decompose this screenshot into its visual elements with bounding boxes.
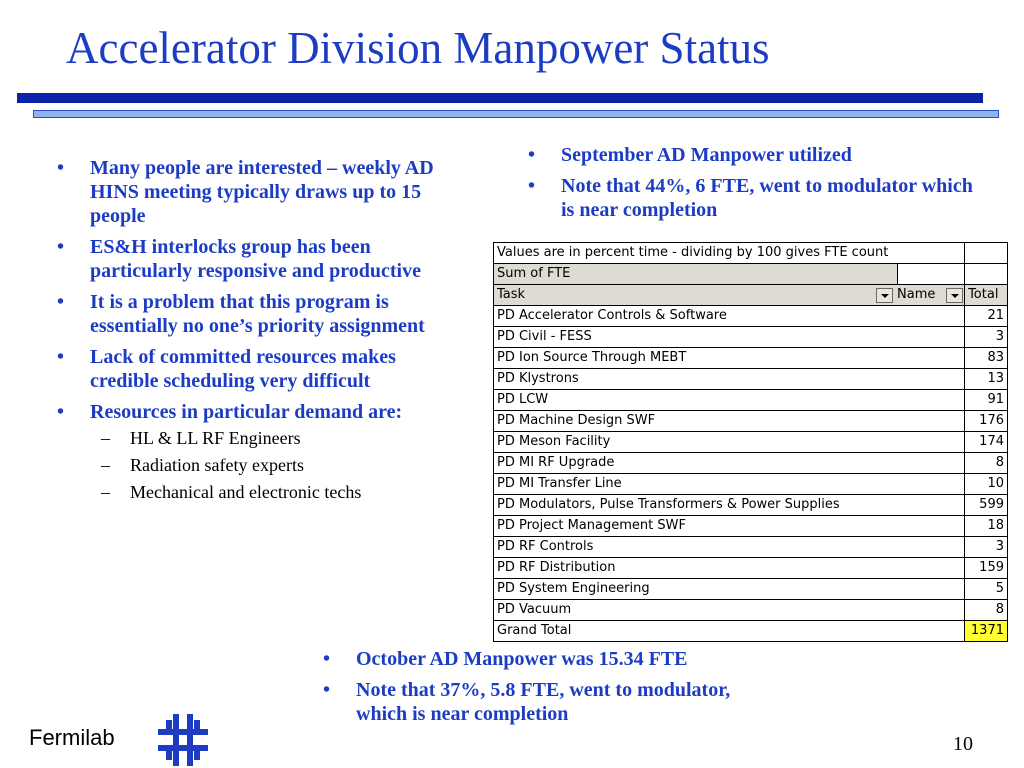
name-header-label: Name — [897, 287, 936, 302]
table-row: PD MI Transfer Line 10 — [494, 474, 1008, 495]
bullet-icon: • — [57, 401, 65, 423]
empty-cell — [965, 264, 1008, 285]
name-filter-dropdown-icon[interactable] — [946, 288, 963, 303]
list-item: • Lack of committed resources makes credible scheduling very difficult — [57, 346, 396, 392]
bullet-icon: • — [57, 291, 65, 313]
task-filter-dropdown-icon[interactable] — [876, 288, 893, 303]
right-bullet-list — [528, 143, 981, 229]
bullet-icon: • — [57, 157, 65, 179]
pivot-datafield-cell — [494, 264, 965, 285]
sub-list-item: – HL & LL RF Engineers — [101, 428, 301, 448]
bottom-bullet-list — [323, 647, 786, 733]
empty-cell — [965, 243, 1008, 264]
grand-total-value: 1371 — [965, 621, 1008, 642]
bullet-icon: • — [57, 236, 65, 258]
task-header-label: Task — [497, 287, 526, 302]
bullet-icon: • — [528, 144, 536, 166]
dash-icon: – — [101, 482, 110, 502]
list-item: • ES&H interlocks group has been particularly responsive and productive — [57, 236, 421, 282]
table-row: PD MI RF Upgrade 8 — [494, 453, 1008, 474]
table-row: PD Modulators, Pulse Transformers & Power Supplies 599 — [494, 495, 1008, 516]
table-row: PD Meson Facility 174 — [494, 432, 1008, 453]
table-row: PD Civil - FESS 3 — [494, 327, 1008, 348]
pivot-note: Values are in percent time - dividing by 100 gives FTE count — [494, 243, 965, 264]
task-header-cell — [494, 285, 965, 306]
slide-title: Accelerator Division Manpower Status — [66, 23, 770, 73]
list-item: • October AD Manpower was 15.34 FTE — [323, 648, 688, 670]
table-row: PD Vacuum 8 — [494, 600, 1008, 621]
total-header-cell: Total — [965, 285, 1008, 306]
table-row: PD Machine Design SWF 176 — [494, 411, 1008, 432]
list-item: • It is a problem that this program is essentially no one’s priority assignment — [57, 291, 425, 337]
pivot-header-row — [494, 285, 1008, 306]
pivot-note-row — [494, 243, 1008, 264]
table-row: PD Project Management SWF 18 — [494, 516, 1008, 537]
bullet-icon: • — [57, 346, 65, 368]
grand-total-label: Grand Total — [494, 621, 965, 642]
grand-total-row — [494, 621, 1008, 642]
table-row: PD Klystrons 13 — [494, 369, 1008, 390]
list-item: • Note that 37%, 5.8 FTE, went to modulator, which is near completion — [323, 679, 731, 725]
bullet-icon: • — [323, 648, 331, 670]
left-bullet-list — [57, 156, 455, 511]
table-row: PD RF Controls 3 — [494, 537, 1008, 558]
pivot-data-field[interactable]: Sum of FTE — [494, 264, 898, 284]
bullet-icon: • — [528, 175, 536, 197]
pivot-table — [493, 242, 1008, 642]
pivot-datafield-row — [494, 264, 1008, 285]
dash-icon: – — [101, 455, 110, 475]
list-item: • Note that 44%, 6 FTE, went to modulator which is near completion — [528, 175, 973, 221]
sub-bullet-list — [90, 426, 455, 504]
list-item: • Many people are interested – weekly AD HINS meeting typically draws up to 15 people — [57, 157, 434, 227]
table-row: PD System Engineering 5 — [494, 579, 1008, 600]
title-divider-light — [33, 110, 999, 118]
dash-icon: – — [101, 428, 110, 448]
fermilab-logo-icon — [158, 714, 208, 766]
table-row: PD Accelerator Controls & Software 21 — [494, 306, 1008, 327]
table-row: PD LCW 91 — [494, 390, 1008, 411]
sub-list-item: – Radiation safety experts — [101, 455, 304, 475]
title-divider-dark — [17, 93, 983, 103]
table-row: PD Ion Source Through MEBT 83 — [494, 348, 1008, 369]
list-item: • Resources in particular demand are: – HL & LL RF Engineers – Radiation safety experts – Mechanical and electronic techs — [90, 400, 455, 504]
fermilab-wordmark: Fermilab — [29, 725, 115, 750]
page-number: 10 — [953, 733, 973, 755]
bullet-icon: • — [323, 679, 331, 701]
table-row: PD RF Distribution 159 — [494, 558, 1008, 579]
sub-list-item: – Mechanical and electronic techs — [101, 482, 362, 502]
list-item: • September AD Manpower utilized — [528, 144, 852, 166]
